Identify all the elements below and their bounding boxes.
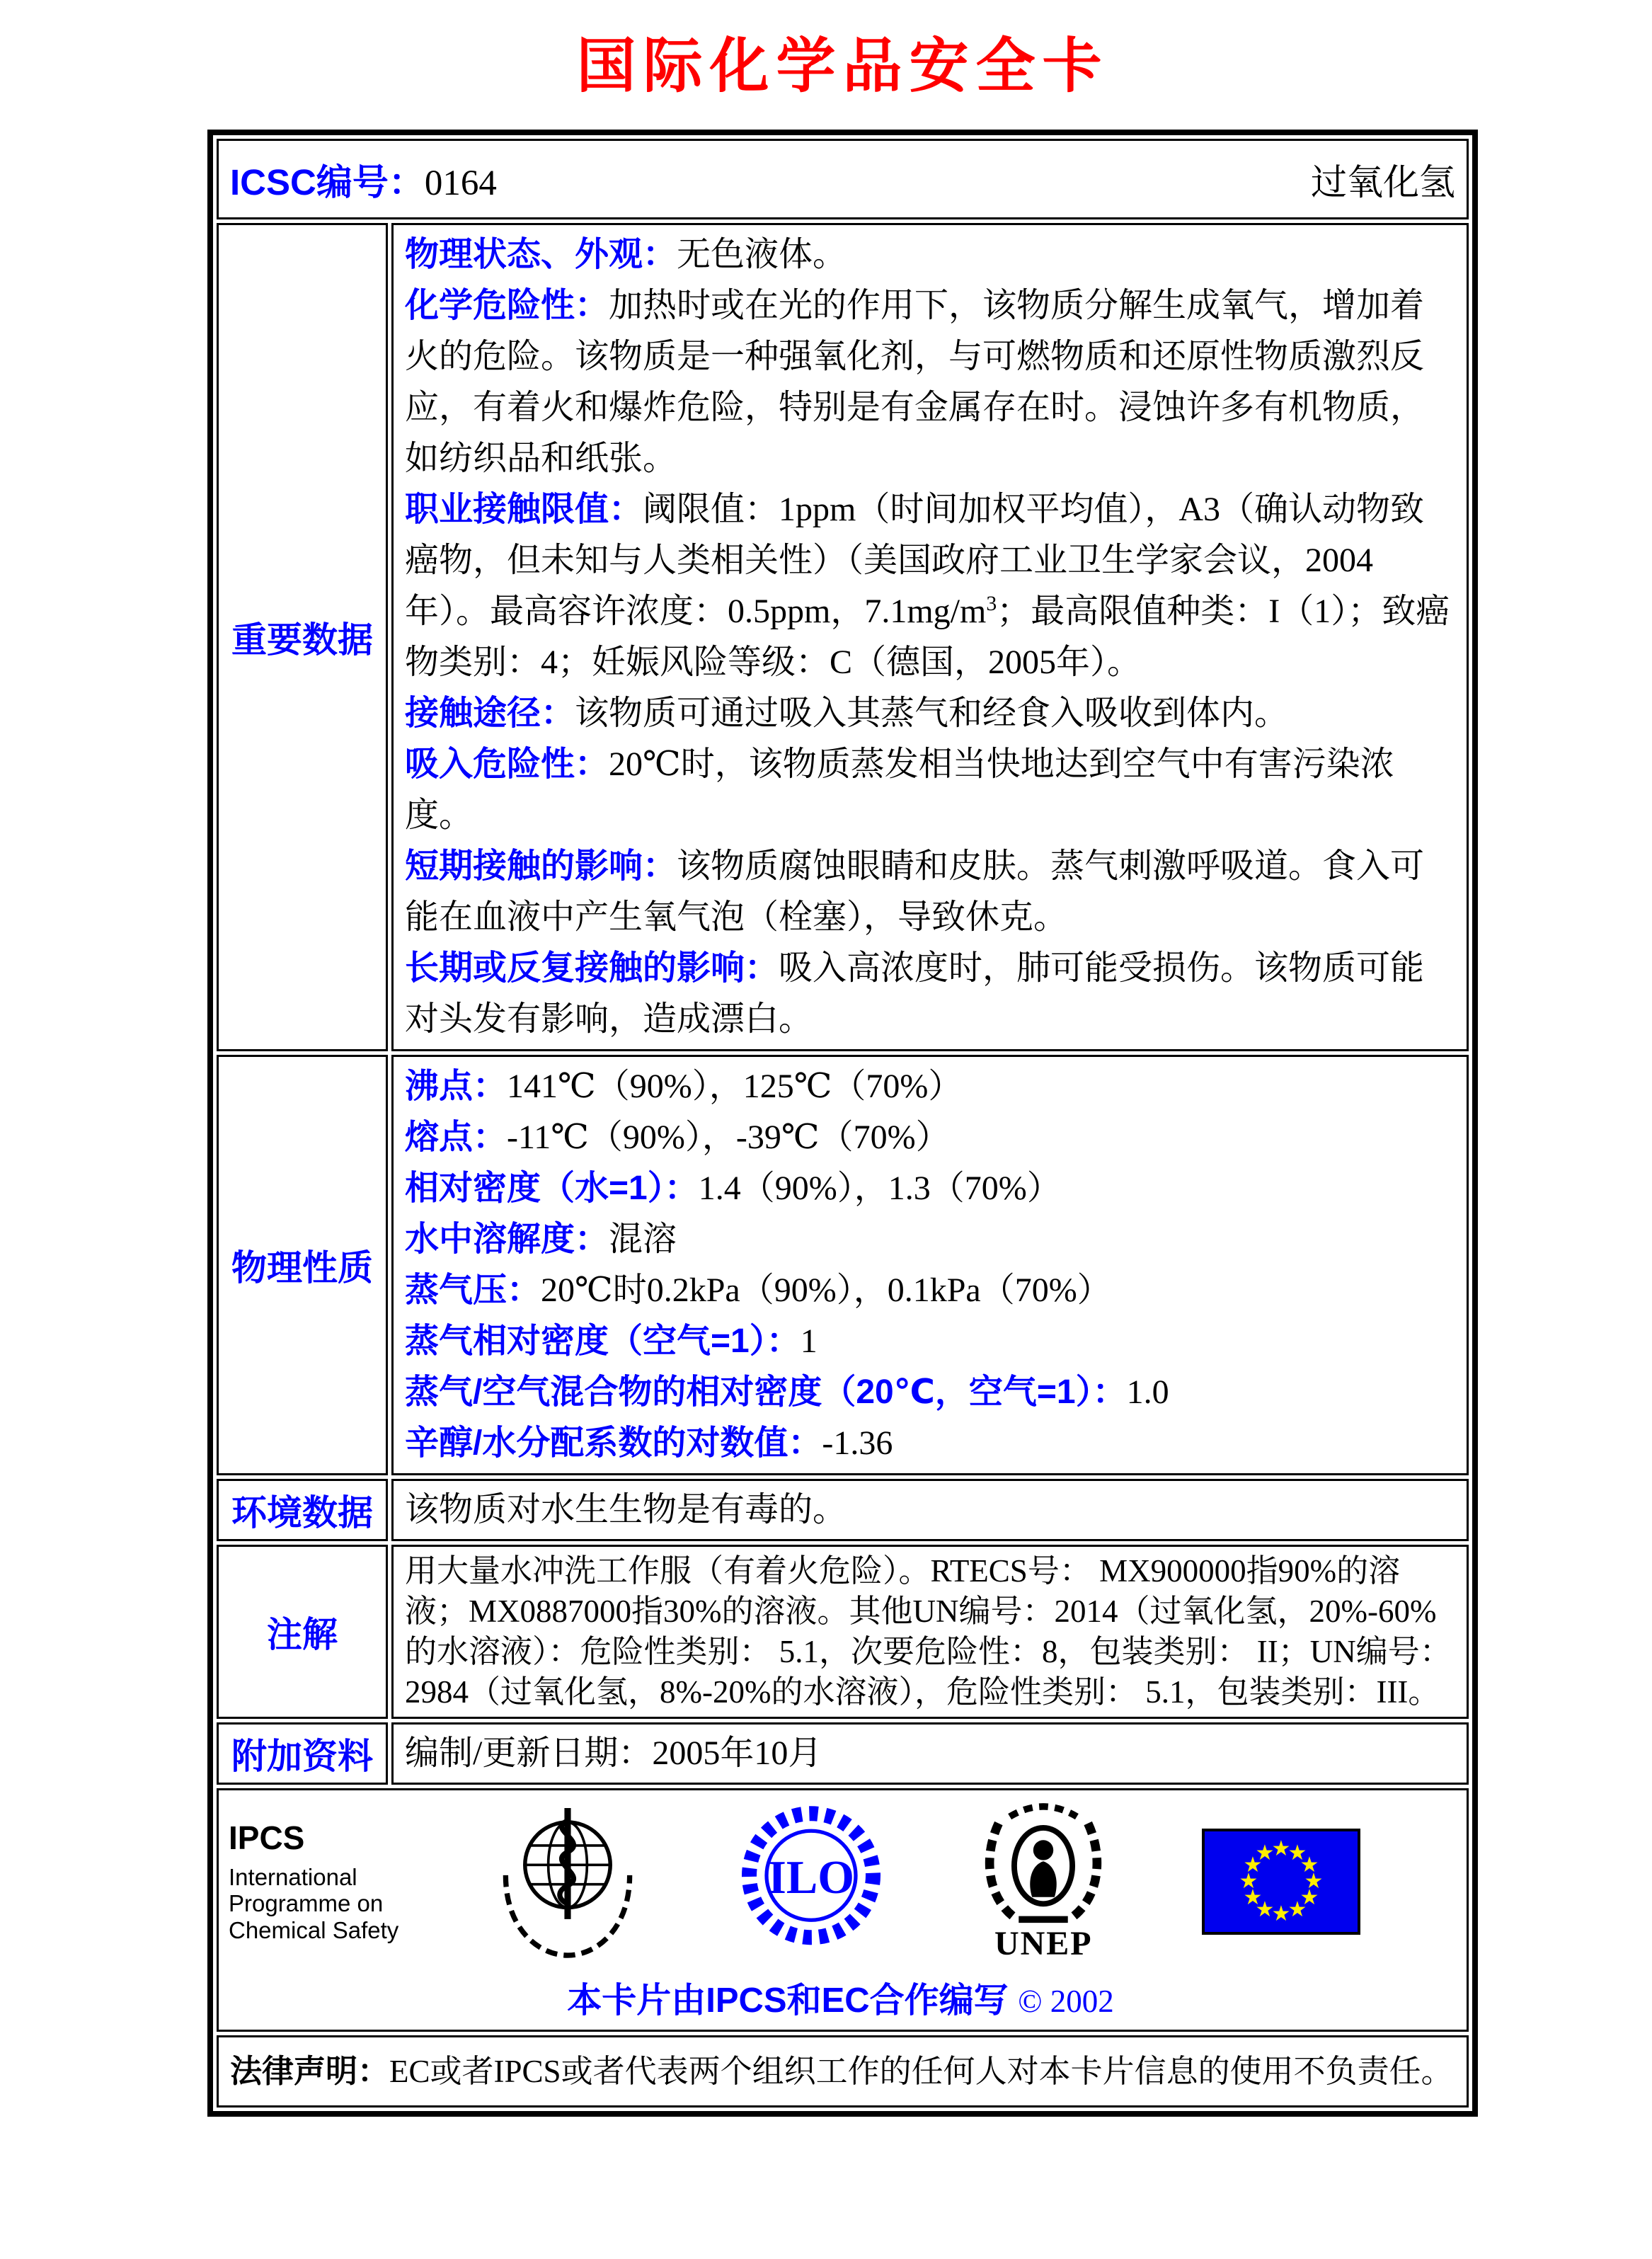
field-label: 短期接触的影响： (405, 847, 677, 885)
property-value: 混溶 (609, 1220, 677, 1258)
paragraph-physical-state (405, 229, 1455, 280)
footer-caption-text: 本卡片由IPCS和EC合作编写 (567, 1981, 1009, 2020)
icsc-table (207, 130, 1478, 2117)
field-text: 该物质可通过吸入其蒸气和经食入吸收到体内。 (575, 694, 1289, 732)
header-row (217, 139, 1469, 219)
ipcs-title: IPCS (229, 1819, 305, 1856)
field-label: 物理状态、外观： (405, 236, 677, 273)
legal-label: 法律声明： (230, 2053, 390, 2089)
property-octanol-water-coefficient (405, 1418, 1455, 1469)
icsc-number-group (230, 153, 497, 205)
paragraph-inhalation-risk (405, 739, 1455, 841)
property-label: 蒸气/空气混合物的相对密度（20℃，空气=1）： (405, 1373, 1127, 1411)
paragraph-long-term-effects (405, 943, 1455, 1045)
field-label: 化学危险性： (405, 287, 609, 324)
copyright-text: © 2002 (1018, 1984, 1114, 2019)
ipcs-line: Chemical Safety (229, 1917, 399, 1944)
superscript-3: 3 (986, 592, 997, 615)
paragraph-short-term-effects (405, 841, 1455, 943)
legal-row (217, 2035, 1469, 2108)
property-value: 1 (800, 1322, 818, 1360)
physical-properties-label: 物理性质 (217, 1055, 388, 1475)
important-data-content (391, 223, 1469, 1051)
property-value: -11℃（90%），-39℃（70%） (507, 1119, 950, 1156)
property-boiling-point (405, 1061, 1455, 1112)
ilo-logo-text: ILO (767, 1851, 854, 1904)
ilo-logo-icon (737, 1800, 885, 1963)
property-vapor-pressure (405, 1265, 1455, 1316)
property-melting-point (405, 1112, 1455, 1163)
field-label: 职业接触限值： (405, 491, 643, 528)
unep-logo-text: UNEP (994, 1924, 1093, 1962)
property-label: 蒸气压： (405, 1271, 541, 1309)
notes-row (217, 1545, 1469, 1719)
paragraph-exposure-routes (405, 688, 1455, 739)
additional-info-content: 编制/更新日期：2005年10月 (391, 1722, 1469, 1785)
property-value: -1.36 (822, 1424, 893, 1462)
unep-logo-block (976, 1801, 1111, 1963)
field-text: 无色液体。 (677, 236, 847, 273)
property-vapor-air-mixture-density (405, 1367, 1455, 1418)
field-text: 吸入高浓度时，肺可能受损伤。该物质可能对头发有影响，造成漂白。 (405, 949, 1425, 1038)
property-value: 1.4（90%），1.3（70%） (698, 1169, 1061, 1207)
property-label: 蒸气相对密度（空气=1）： (405, 1322, 801, 1360)
environmental-data-row (217, 1479, 1469, 1541)
ipcs-line: Programme on (229, 1890, 384, 1917)
property-value: 141℃（90%），125℃（70%） (507, 1068, 963, 1105)
who-logo-icon (490, 1800, 646, 1963)
property-label: 水中溶解度： (405, 1220, 609, 1258)
notes-label: 注解 (217, 1545, 388, 1719)
icsc-number-value: 0164 (424, 164, 497, 203)
legal-text: EC或者IPCS或者代表两个组织工作的任何人对本卡片信息的使用不负责任。 (389, 2054, 1453, 2089)
field-label: 接触途径： (405, 694, 575, 732)
legal-cell (217, 2035, 1469, 2108)
paragraph-occupational-limits (405, 484, 1455, 688)
property-value: 20℃时0.2kPa（90%），0.1kPa（70%） (541, 1271, 1111, 1309)
property-label: 相对密度（水=1）： (405, 1169, 699, 1207)
field-text: 20℃时，该物质蒸发相当快地达到空气中有害污染浓度。 (405, 745, 1394, 834)
property-label: 熔点： (405, 1119, 507, 1156)
property-value: 1.0 (1126, 1373, 1169, 1411)
property-label: 辛醇/水分配系数的对数值： (405, 1424, 822, 1462)
physical-properties-row (217, 1055, 1469, 1475)
ipcs-line: International (229, 1863, 357, 1890)
field-text: ；最高限值种类：I（1）；致癌物类别：4；妊娠风险等级：C（德国，2005年）。 (405, 593, 1450, 681)
property-vapor-density (405, 1316, 1455, 1367)
field-label: 长期或反复接触的影响： (405, 949, 779, 987)
paragraph-chemical-hazard (405, 280, 1455, 484)
chemical-name: 过氧化氢 (1310, 164, 1455, 203)
property-relative-density (405, 1163, 1455, 1214)
page-title: 国际化学品安全卡 (576, 30, 1109, 101)
notes-content: 用大量水冲洗工作服（有着火危险）。RTECS号： MX900000指90%的溶液；MX0887000指30%的溶液。其他UN编号：2014（过氧化氢，20%-60%的水溶液）：危险性类别： 5.1，次要危险性：8，包装类别： II；UN编号：2984（过氧化氢，8%-20%的水溶液），危险性类别： 5.1，包装类别：III。 (391, 1545, 1469, 1719)
physical-properties-content (391, 1055, 1469, 1475)
property-label: 沸点： (405, 1068, 507, 1105)
ipcs-text-block (229, 1819, 398, 1945)
field-text: 该物质腐蚀眼睛和皮肤。蒸气刺激呼吸道。食入可能在血液中产生氧气泡（栓塞），导致休克。 (405, 847, 1425, 936)
logos-row (217, 1788, 1469, 2032)
environmental-data-content: 该物质对水生生物是有毒的。 (391, 1479, 1469, 1541)
header-cell (217, 139, 1469, 219)
additional-info-row (217, 1722, 1469, 1785)
unep-logo-icon (976, 1801, 1111, 1928)
footer-caption (229, 1973, 1452, 2023)
property-water-solubility (405, 1214, 1455, 1265)
field-label: 吸入危险性： (405, 745, 609, 783)
important-data-label: 重要数据 (217, 223, 388, 1051)
field-text: 加热时或在光的作用下，该物质分解生成氧气，增加着火的危险。该物质是一种强氧化剂，与可燃物质和还原性物质激烈反应，有着火和爆炸危险，特别是有金属存在时。浸蚀许多有机物质，如纺织品和纸张。 (405, 287, 1425, 477)
important-data-row (217, 223, 1469, 1051)
eu-flag-icon: ★ ★ ★ ★ ★ ★ ★ ★ ★ ★ ★ ★ (1202, 1829, 1360, 1935)
environmental-data-label: 环境数据 (217, 1479, 388, 1541)
logos-cell (217, 1788, 1469, 2032)
additional-info-label: 附加资料 (217, 1722, 388, 1785)
field-text: 阈限值：1ppm（时间加权平均值），A3（确认动物致癌物，但未知与人类相关性）（美国政府工业卫生学家会议，2004年）。最高容许浓度：0.5ppm，7.1mg/m (405, 491, 1425, 630)
icsc-number-label: ICSC编号： (230, 162, 425, 202)
